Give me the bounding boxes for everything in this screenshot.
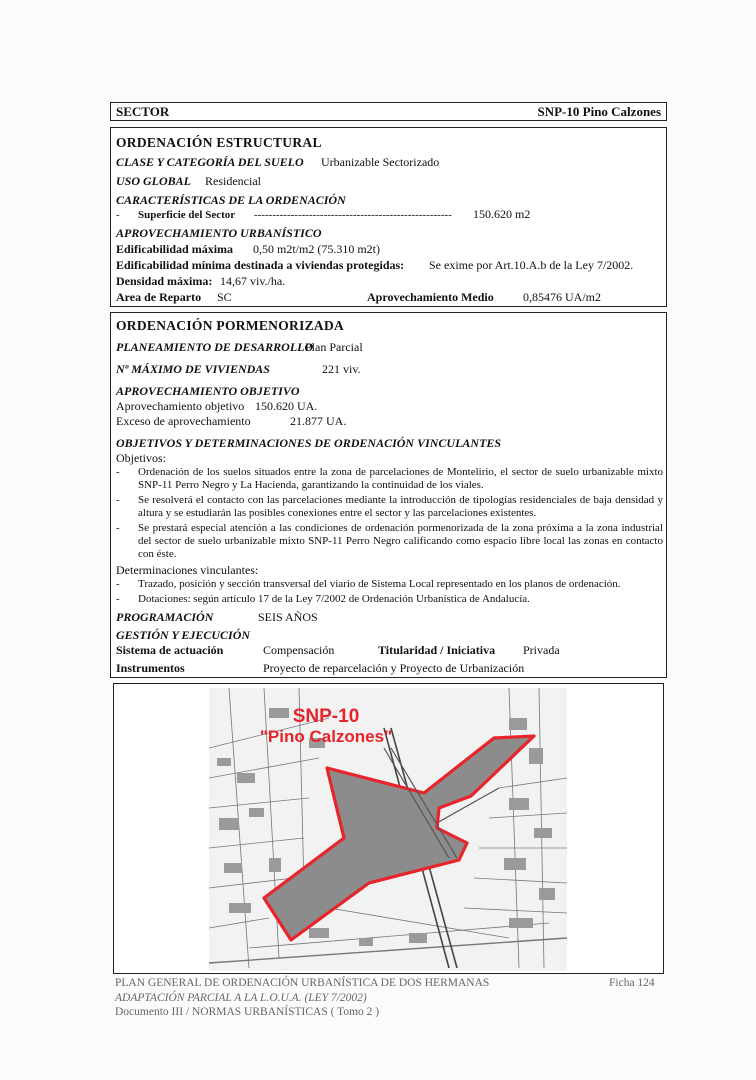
sector-header bbox=[110, 102, 667, 121]
objetivo-2: Se resolverá el contacto con las parcelaciones mediante la introducción de tipologías residenciales de baja densidad y altura y se estudiarán las posibles conexiones entre el sector y las parcelaciones existentes. bbox=[138, 494, 663, 519]
map-box bbox=[113, 683, 664, 974]
footer-line2: ADAPTACIÓN PARCIAL A LA L.O.U.A. (LEY 7/2002) bbox=[115, 992, 367, 1004]
area-reparto-value: SC bbox=[217, 290, 232, 304]
footer-line3: Documento III / NORMAS URBANÍSTICAS ( Tomo 2 ) bbox=[115, 1006, 380, 1018]
edif-max-label: Edificabilidad máxima bbox=[116, 242, 234, 256]
titularidad-label: Titularidad / Iniciativa bbox=[378, 643, 496, 657]
programacion-value: SEIS AÑOS bbox=[258, 610, 318, 624]
exceso-label: Exceso de aprovechamiento bbox=[116, 414, 251, 428]
edif-min-value: Se exime por Art.10.A.b de la Ley 7/2002. bbox=[429, 258, 634, 272]
viviendas-value: 221 viv. bbox=[322, 362, 361, 376]
uso-value: Residencial bbox=[205, 174, 261, 188]
clase-value: Urbanizable Sectorizado bbox=[321, 155, 440, 169]
instrumentos-value: Proyecto de reparcelación y Proyecto de Urbanización bbox=[263, 661, 525, 675]
aprovechamiento-label: APROVECHAMIENTO URBANÍSTICO bbox=[116, 226, 322, 240]
objetivo-3: Se prestará especial atención a las condiciones de ordenación pormenorizada de la zona próxima a la zona industrial del sector de suelo urbanizable mixto SNP-11 Perro Negro calificando como espacio libre local las zonas en contacto con éste. bbox=[138, 522, 663, 560]
pormenorizada-title: ORDENACIÓN PORMENORIZADA bbox=[116, 318, 345, 333]
planeamiento-label: PLANEAMIENTO DE DESARROLLO bbox=[116, 340, 314, 354]
objetivo-1: Ordenación de los suelos situados entre la zona de parcelaciones de Montelirio, el sector de suelo urbanizable mixto SNP-11 Perro Negro y La Hacienda, garantizando la continuidad de los viales. bbox=[138, 466, 663, 491]
programacion-label: PROGRAMACIÓN bbox=[116, 610, 214, 624]
determinacion-2-bullet: - bbox=[116, 593, 120, 605]
footer-line1: PLAN GENERAL DE ORDENACIÓN URBANÍSTICA DE DOS HERMANAS bbox=[115, 977, 490, 989]
objetivo-2-bullet: - bbox=[116, 494, 120, 506]
exceso-value: 21.877 UA. bbox=[290, 414, 347, 428]
sistema-label: Sistema de actuación bbox=[116, 643, 224, 657]
titularidad-value: Privada bbox=[523, 643, 560, 657]
edif-max-value: 0,50 m2t/m2 (75.310 m2t) bbox=[253, 242, 380, 256]
superficie-value: 150.620 m2 bbox=[473, 207, 531, 221]
sector-value: SNP-10 Pino Calzones bbox=[537, 104, 661, 119]
aprov-objetivo-label: Aprovechamiento objetivo bbox=[116, 399, 245, 413]
viviendas-label: Nº MÁXIMO DE VIVIENDAS bbox=[116, 362, 270, 376]
map-title-line2: "Pino Calzones" bbox=[259, 727, 393, 746]
determinaciones-label: Determinaciones vinculantes: bbox=[116, 563, 259, 577]
aprov-objetivo-value: 150.620 UA. bbox=[255, 399, 318, 413]
edif-min-label: Edificabilidad mínima destinada a viviendas protegidas: bbox=[116, 258, 405, 272]
sistema-value: Compensación bbox=[263, 643, 335, 657]
caracteristicas-label: CARACTERÍSTICAS DE LA ORDENACIÓN bbox=[116, 193, 346, 207]
objetivo-1-bullet: - bbox=[116, 466, 120, 478]
determinacion-2: Dotaciones: según artículo 17 de la Ley 7/2002 de Ordenación Urbanística de Andalucía. bbox=[138, 593, 530, 605]
aprov-medio-label: Aprovechamiento Medio bbox=[367, 290, 494, 304]
planeamiento-value: Plan Parcial bbox=[305, 340, 363, 354]
objetivos-title: OBJETIVOS Y DETERMINACIONES DE ORDENACIÓN VINCULANTES bbox=[116, 436, 502, 450]
densidad-value: 14,67 viv./ha. bbox=[220, 274, 286, 288]
gestion-label: GESTIÓN Y EJECUCIÓN bbox=[116, 628, 251, 642]
estructural-title: ORDENACIÓN ESTRUCTURAL bbox=[116, 135, 322, 150]
determinacion-1-bullet: - bbox=[116, 578, 120, 590]
footer-ficha: Ficha 124 bbox=[609, 977, 655, 989]
superficie-dash: - bbox=[116, 209, 120, 221]
densidad-label: Densidad máxima: bbox=[116, 274, 213, 288]
ordenacion-estructural-box bbox=[110, 127, 667, 307]
clase-label: CLASE Y CATEGORÍA DEL SUELO bbox=[116, 155, 304, 169]
objetivo-3-bullet: - bbox=[116, 522, 120, 534]
area-reparto-label: Area de Reparto bbox=[116, 290, 202, 304]
ordenacion-pormenorizada-box bbox=[110, 312, 667, 678]
instrumentos-label: Instrumentos bbox=[116, 661, 185, 675]
superficie-label: Superficie del Sector bbox=[138, 209, 236, 221]
uso-label: USO GLOBAL bbox=[116, 174, 192, 188]
aprov-objetivo-title: APROVECHAMIENTO OBJETIVO bbox=[116, 384, 300, 398]
site-plan-map bbox=[114, 684, 665, 975]
sector-label: SECTOR bbox=[116, 104, 170, 119]
superficie-leader: ------------------------------------------------------ bbox=[254, 209, 452, 221]
objetivos-label: Objetivos: bbox=[116, 451, 166, 465]
aprov-medio-value: 0,85476 UA/m2 bbox=[523, 290, 601, 304]
map-title-line1: SNP-10 bbox=[292, 706, 360, 727]
determinacion-1: Trazado, posición y sección transversal del viario de Sistema Local representado en los planos de ordenación. bbox=[138, 578, 621, 590]
